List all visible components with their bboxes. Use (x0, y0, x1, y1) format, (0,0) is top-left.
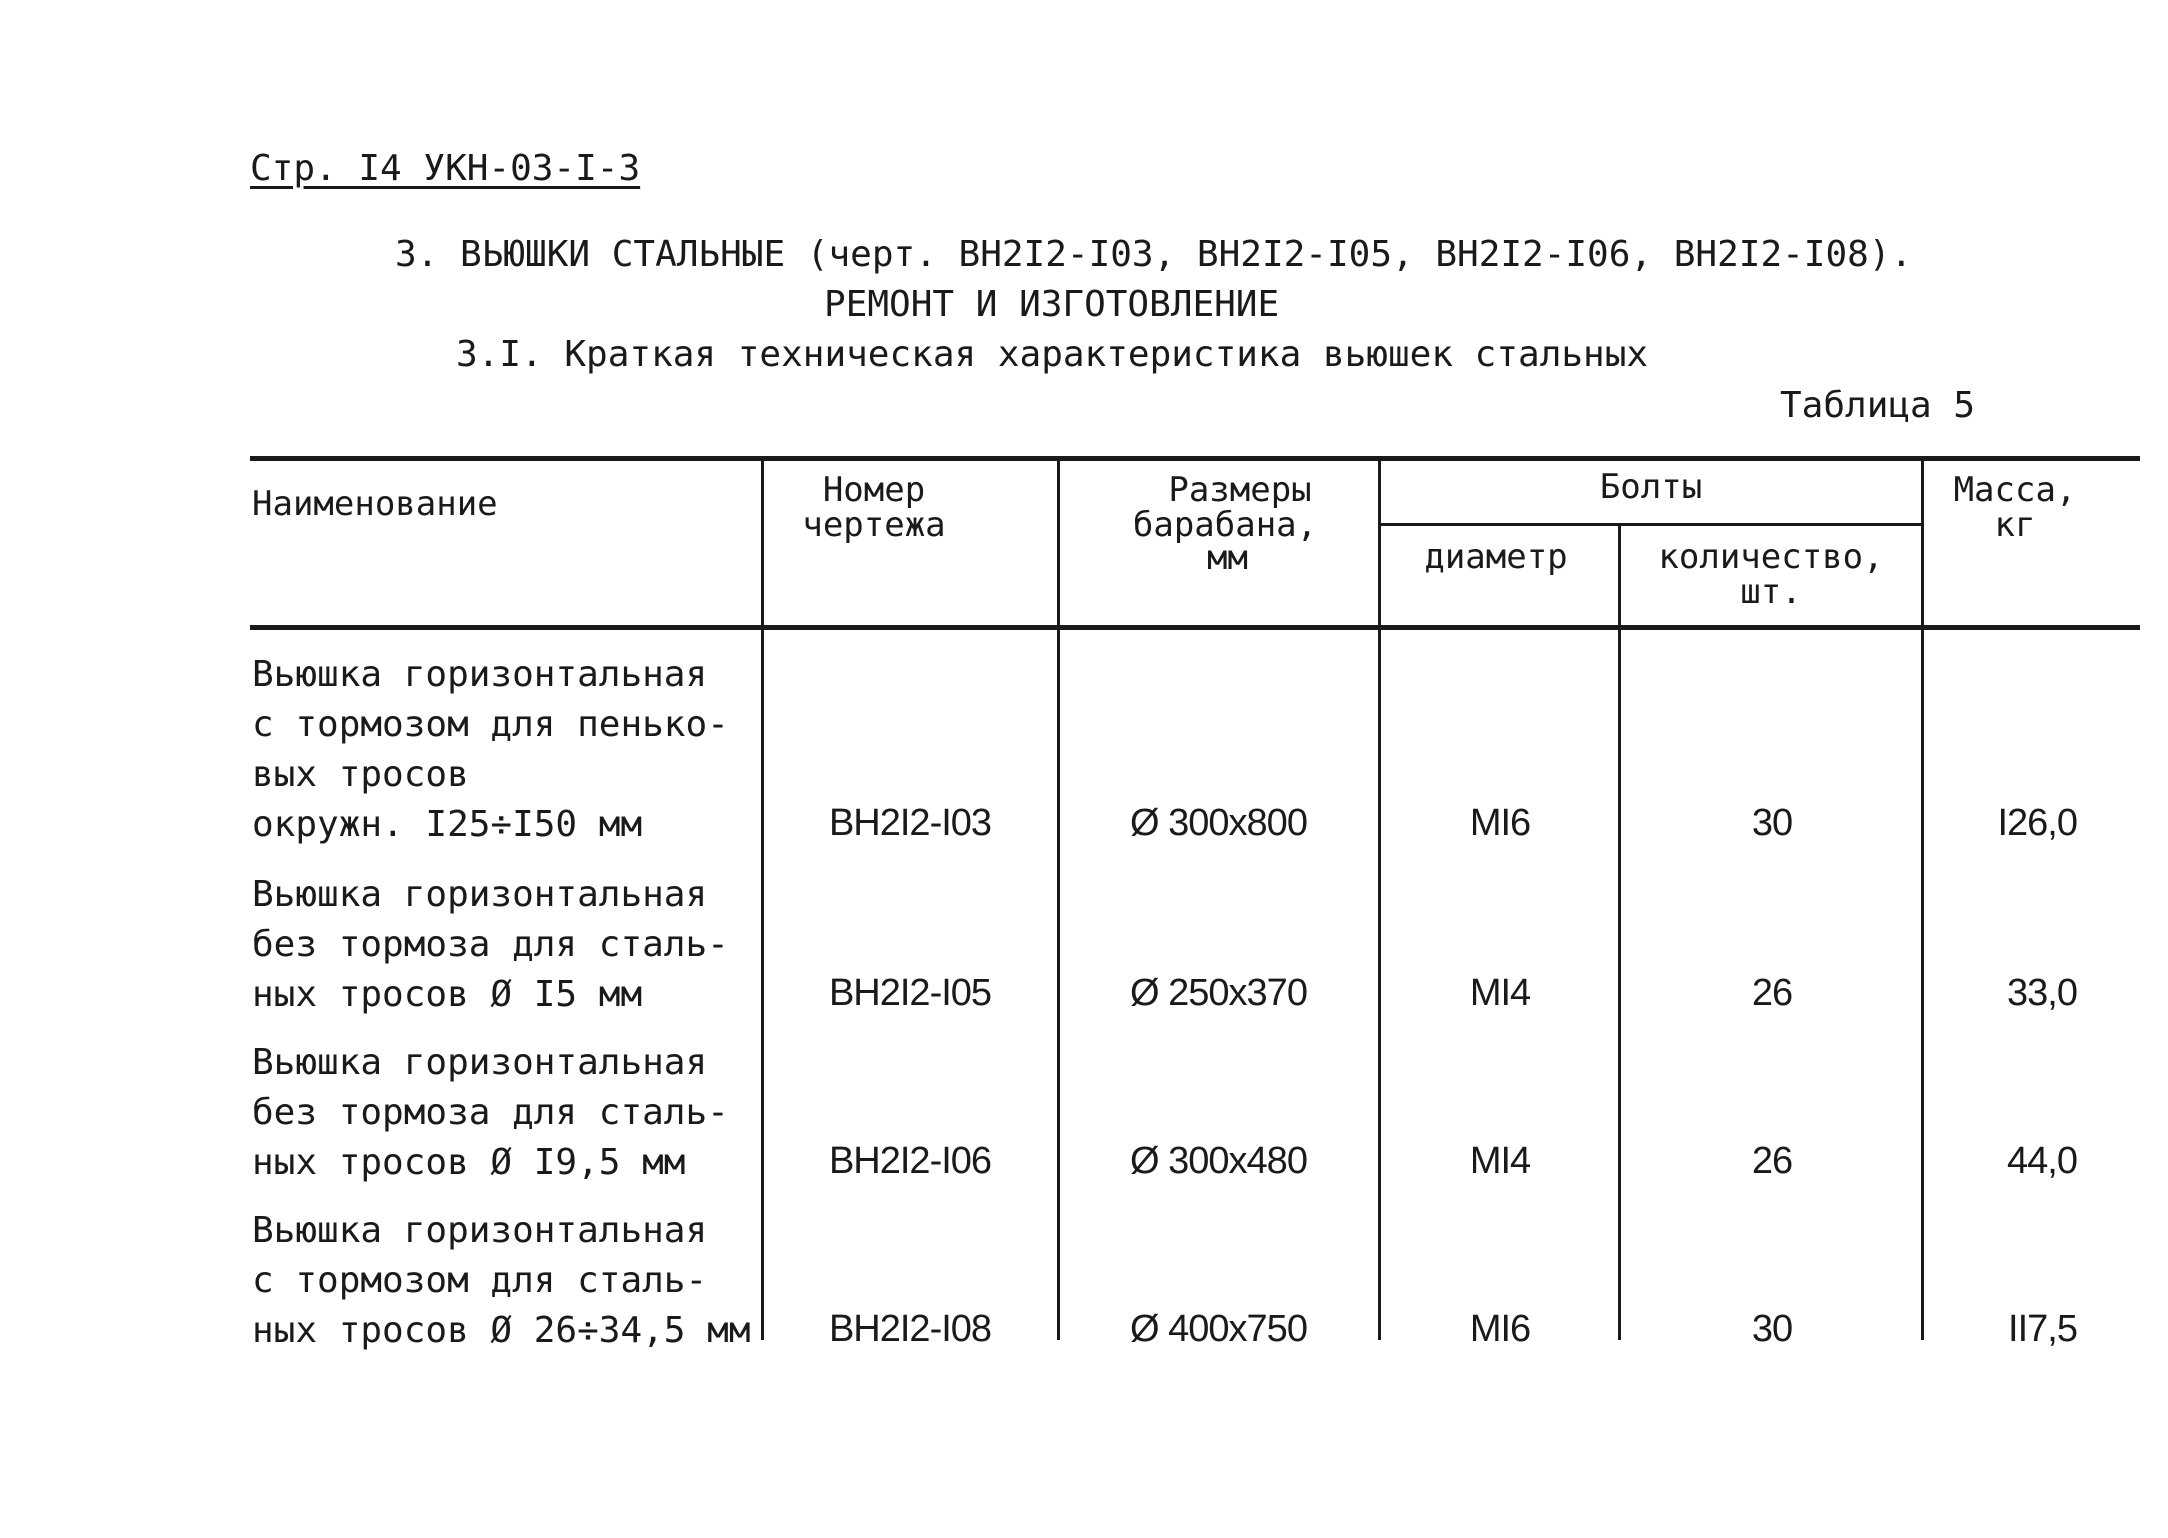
header-drum-line3: мм (1207, 538, 1248, 578)
row-name-line: ных тросов Ø 26÷34,5 мм (252, 1310, 751, 1351)
row-drum-size: Ø 400x750 (1130, 1308, 1307, 1350)
row-bolt-quantity: 30 (1751, 802, 1793, 844)
section-title: 3. ВЬЮШКИ СТАЛЬНЫЕ (черт. ВН2I2-I03, ВН2I2-I05, ВН2I2-I06, ВН2I2-I08). (395, 234, 1913, 275)
table-top-rule (250, 456, 2140, 461)
row-name-line: ных тросов Ø I9,5 мм (252, 1142, 686, 1183)
header-qty-line1: количество, (1658, 537, 1884, 577)
row-bolt-diameter: MI4 (1469, 1140, 1531, 1182)
header-mass-line1: Масса, (1953, 470, 2077, 510)
col-divider-2 (1057, 458, 1060, 1340)
row-mass: II7,5 (2008, 1308, 2077, 1350)
row-drum-size: Ø 300x480 (1130, 1140, 1307, 1182)
row-name-line: Вьюшка горизонтальная (252, 654, 708, 695)
row-drawing-number: ВН2I2-I03 (828, 802, 992, 844)
row-name-line: Вьюшка горизонтальная (252, 1210, 708, 1251)
header-drawing-number (764, 470, 984, 545)
header-drawing-line2: чертежа (802, 505, 946, 545)
col-divider-3 (1378, 458, 1381, 1340)
row-drawing-number: ВН2I2-I05 (828, 972, 992, 1014)
header-bolt-diameter: диаметр (1424, 537, 1568, 577)
row-name-line: Вьюшка горизонтальная (252, 1042, 708, 1083)
row-name-line: без тормоза для сталь- (252, 1092, 729, 1133)
section-subtitle: РЕМОНТ И ИЗГОТОВЛЕНИЕ (824, 284, 1280, 325)
header-bolts: Болты (1599, 467, 1703, 507)
bolts-subheader-rule (1378, 523, 1921, 526)
col-divider-5 (1921, 458, 1924, 1340)
row-mass: 33,0 (2007, 972, 2077, 1014)
header-qty-line2: шт. (1740, 572, 1802, 612)
row-mass: 44,0 (2007, 1140, 2077, 1182)
row-drawing-number: ВН2I2-I08 (828, 1308, 992, 1350)
col-divider-1 (761, 458, 764, 1340)
row-mass: I26,0 (1997, 802, 2077, 844)
subsection-title: 3.I. Краткая техническая характеристика вьюшек стальных (456, 334, 1649, 375)
row-bolt-quantity: 26 (1751, 972, 1793, 1014)
row-name (252, 650, 729, 850)
row-bolt-diameter: MI6 (1469, 1308, 1531, 1350)
row-bolt-diameter: MI4 (1469, 972, 1531, 1014)
header-mass (1950, 470, 2080, 545)
header-drawing-line1: Номер (822, 470, 926, 510)
row-name-line: без тормоза для сталь- (252, 924, 729, 965)
row-name-line: вых тросов (252, 754, 469, 795)
row-drum-size: Ø 300x800 (1130, 802, 1307, 844)
page-reference: Стр. I4 УКН-03-I-3 (250, 148, 641, 189)
row-name-line: с тормозом для пенько- (252, 704, 729, 745)
row-name-line: окружн. I25÷I50 мм (252, 804, 643, 845)
row-name (252, 1038, 729, 1188)
row-name-line: с тормозом для сталь- (252, 1260, 708, 1301)
header-drum-line2: барабана, (1132, 505, 1318, 545)
header-name: Наименование (252, 484, 498, 524)
row-drawing-number: ВН2I2-I06 (828, 1140, 992, 1182)
col-divider-4 (1618, 524, 1621, 1340)
header-bottom-rule (250, 625, 2140, 630)
row-bolt-quantity: 30 (1751, 1308, 1793, 1350)
row-name (252, 870, 729, 1020)
header-drum-size (1100, 470, 1380, 578)
table-number: Таблица 5 (1780, 385, 1976, 426)
header-mass-line2: кг (1994, 505, 2036, 545)
row-drum-size: Ø 250x370 (1130, 972, 1307, 1014)
header-drum-line1: Размеры (1168, 470, 1312, 510)
row-bolt-diameter: MI6 (1469, 802, 1531, 844)
row-name-line: ных тросов Ø I5 мм (252, 974, 643, 1015)
row-name (252, 1206, 751, 1356)
row-bolt-quantity: 26 (1751, 1140, 1793, 1182)
header-bolt-quantity (1621, 537, 1921, 612)
row-name-line: Вьюшка горизонтальная (252, 874, 708, 915)
